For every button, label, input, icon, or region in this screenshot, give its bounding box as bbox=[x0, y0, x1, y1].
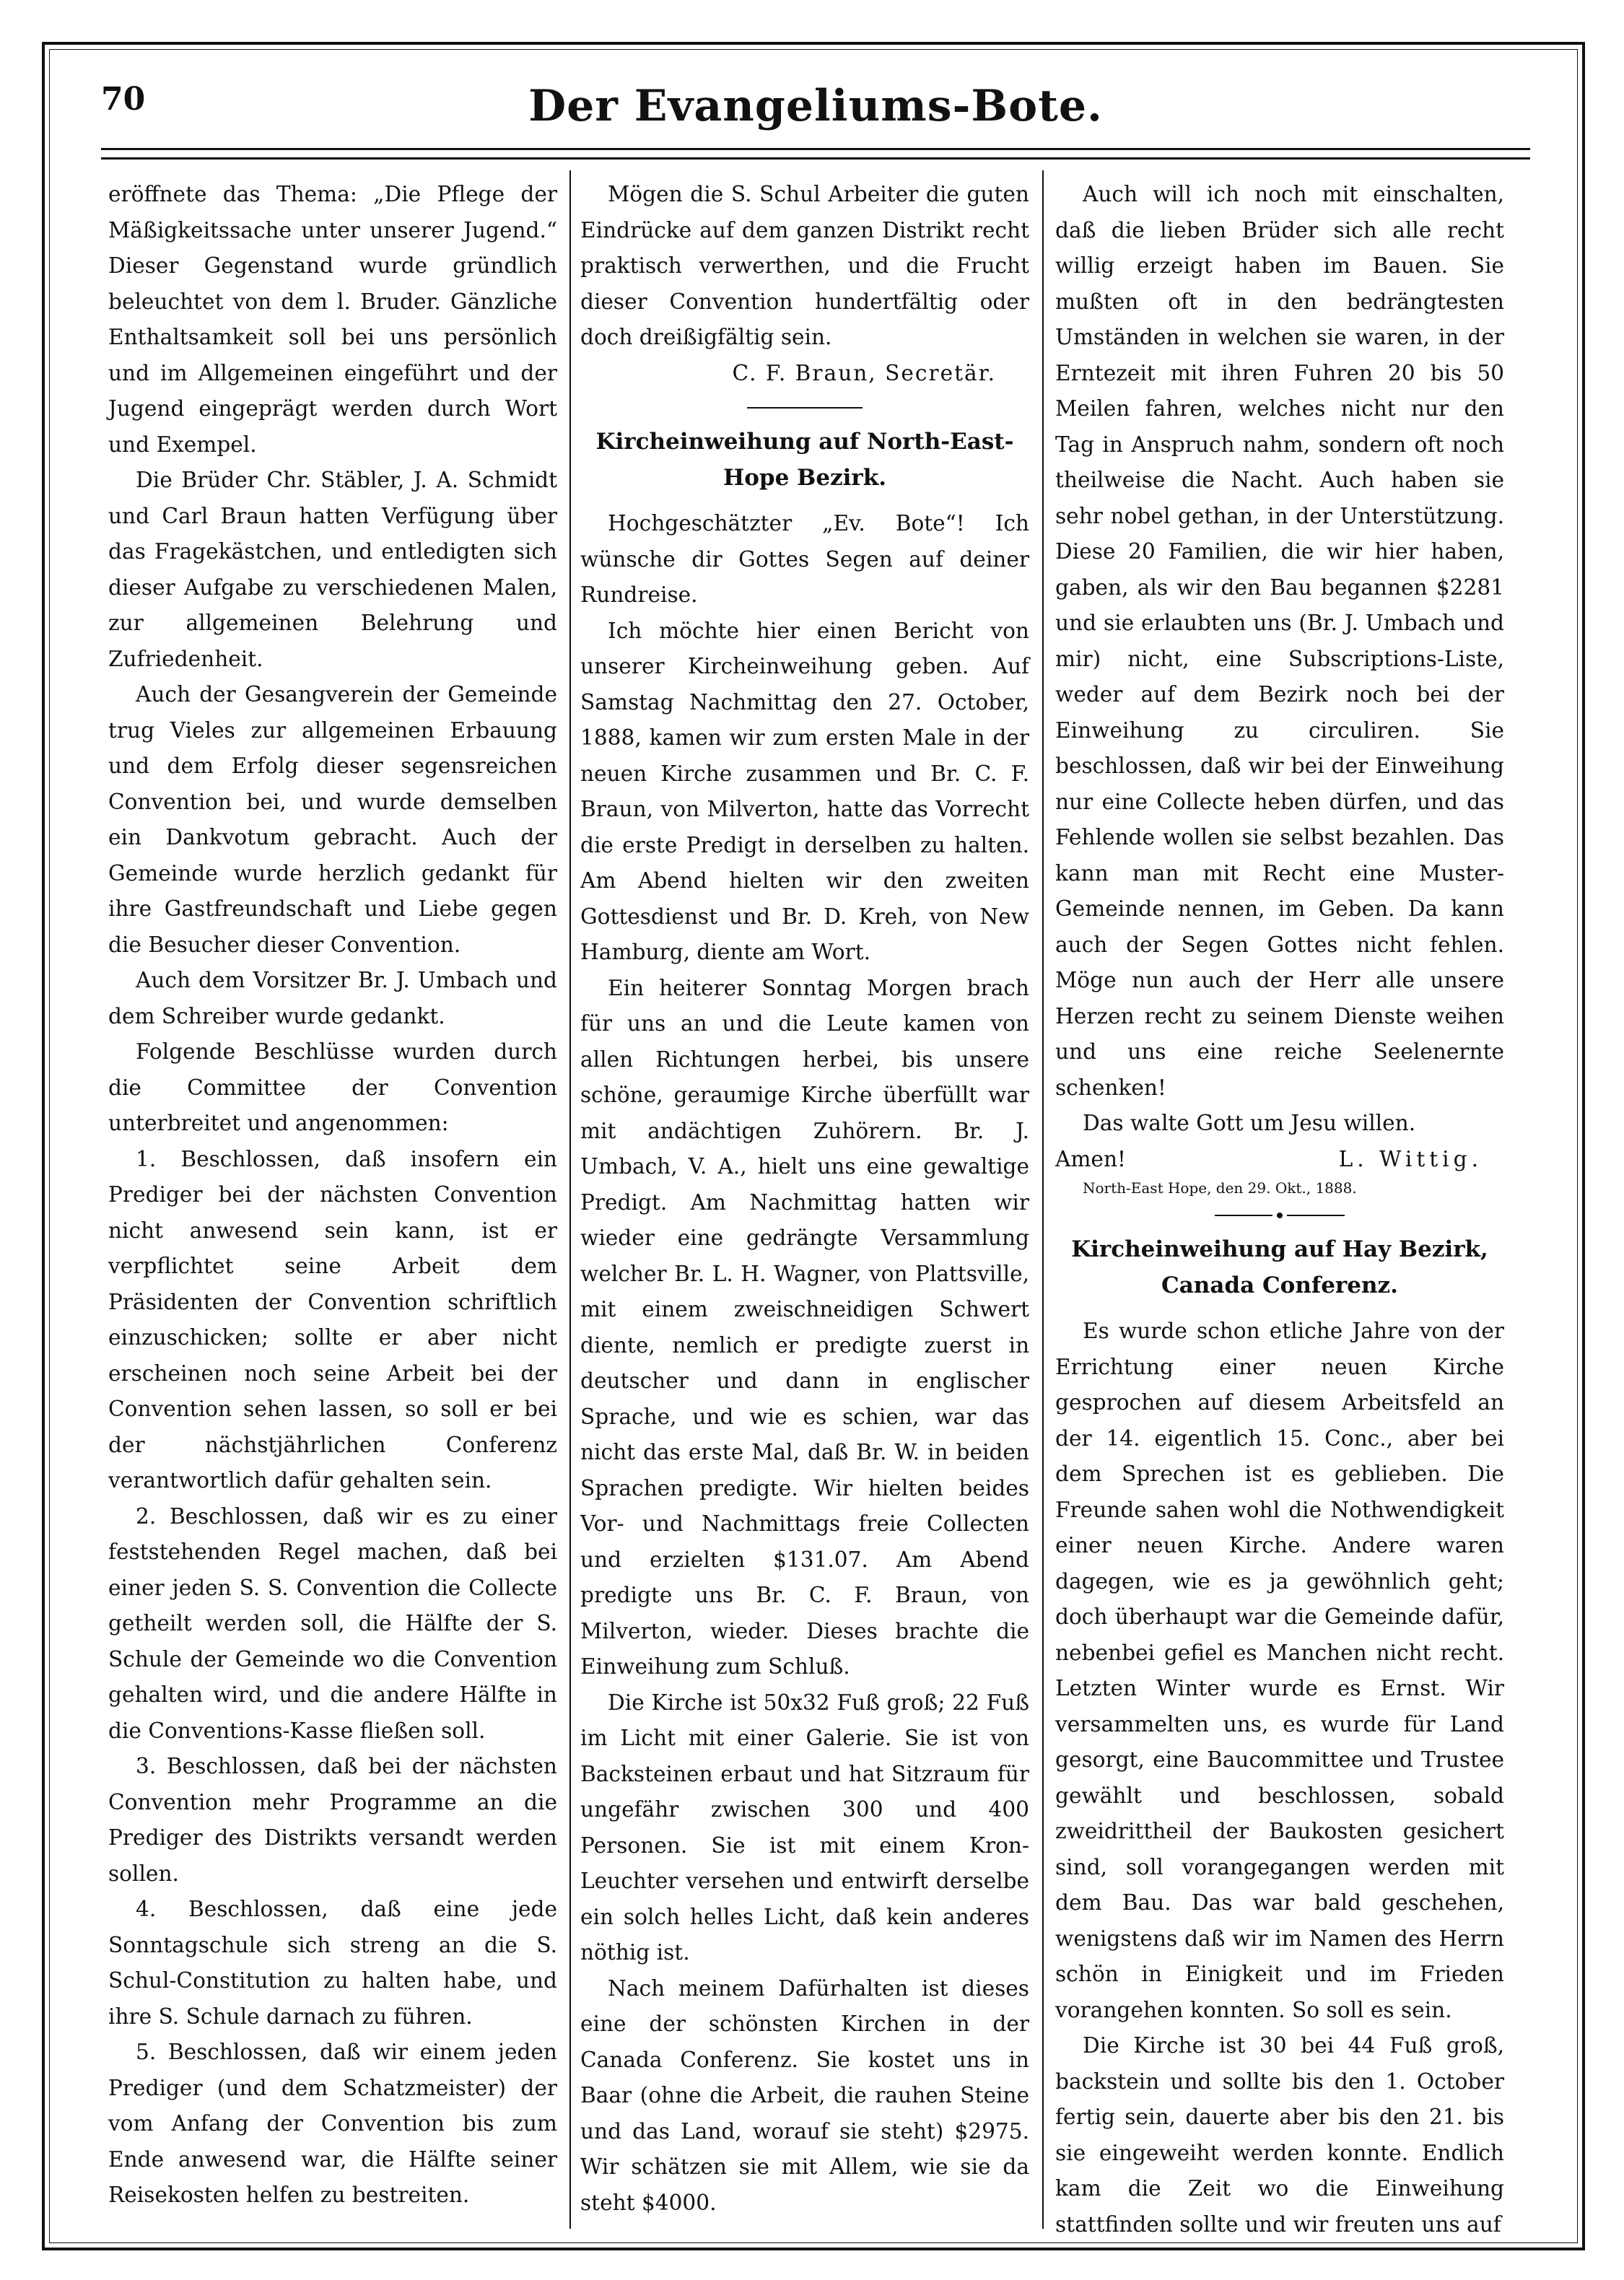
divider-bar bbox=[1215, 1215, 1272, 1216]
column-left bbox=[108, 177, 557, 2214]
paragraph: 1. Beschlossen, daß insofern ein Prediger bei der nächsten Convention nicht anwesend sein kann, ist er verpflichtet seine Arbeit dem Präsidenten der Convention schriftlich einzuschicken; sollte er aber nicht erscheinen noch seine Arbeit bei der Convention sehen lassen, so soll er bei der nächstjährlichen Conferenz verantwortlich dafür gehalten sein. bbox=[108, 1146, 557, 1493]
signature: L. Wittig. bbox=[1338, 1146, 1483, 1171]
paragraph: Das walte Gott um Jesu willen. bbox=[1083, 1111, 1416, 1135]
masthead-title: Der Evangeliums-Bote. bbox=[528, 81, 1103, 131]
amen: Amen! bbox=[1055, 1146, 1126, 1171]
paragraph: 3. Beschlossen, daß bei der nächsten Convention mehr Programme an die Prediger des Distrikts versandt werden sollen. bbox=[108, 1754, 557, 1886]
divider-dot bbox=[1277, 1213, 1283, 1218]
paragraph: Ein heiterer Sonntag Morgen brach für uns an und die Leute kamen von allen Richtungen herbei, bis unsere schöne, geraumige Kirche überfüllt war mit andächtigen Zuhörern. Br. J. Umbach, V. A., hielt uns eine gewaltige Predigt. Am Nachmittag hatten wir wieder eine gedrängte Versammlung welcher Br. L. H. Wagner, von Plattsville, mit einem zweischneidigen Schwert diente, nemlich er predigte zuerst in deutscher und dann in englischer Sprache, und wie es schien, war das nicht das erste Mal, daß Br. W. in beiden Sprachen predigte. Wir hielten beides Vor- und Nachmittags freie Collecten und erzielten $131.07. Am Abend predigte uns Br. C. F. Braun, von Milverton, wieder. Dieses brachte die Einweihung zum Schluß. bbox=[580, 975, 1029, 1679]
divider-bar bbox=[747, 407, 863, 409]
header-rule-bottom bbox=[101, 157, 1530, 160]
paragraph: Nach meinem Dafürhalten ist dieses eine der schönsten Kirchen in der Canada Conferenz. Sie kostet uns in Baar (ohne die Arbeit, die rauhen Steine und das Land, worauf sie steht) $2975. Wir schätzen sie mit Allem, wie sie da steht $4000. bbox=[580, 1975, 1029, 2215]
place-date: North-East Hope, den 29. Okt., 1888. bbox=[1083, 1179, 1357, 1197]
paragraph: eröffnete das Thema: „Die Pflege der Mäßigkeitssache unter unserer Jugend.“ Dieser Gegenstand wurde gründlich beleuchtet von dem l. Bruder. Gänzliche Enthaltsamkeit soll bei uns persönlich und im Allgemeinen eingeführt und der Jugend eingeprägt werden durch Wort und Exempel. bbox=[108, 182, 557, 457]
paragraph: Es wurde schon etliche Jahre von der Errichtung einer neuen Kirche gesprochen auf diesem Arbeitsfeld an der 14. eigentlich 15. Conc., aber bei dem Sprechen ist es geblieben. Die Freunde sahen wohl die Nothwendigkeit einer neuen Kirche. Andere waren dagegen, wie es ja gewöhnlich geht; doch überhaupt war die Gemeinde dafür, nebenbei gefiel es Manchen nicht recht. Letzten Winter wurde es Ernst. Wir versammelten uns, es wurde für Land gesorgt, eine Baucommittee und Trustee gewählt und beschlossen, sobald zweidrittheil der Baukosten gesichert sind, soll vorangegangen werden mit dem Bau. Das war bald geschehen, wenigstens daß wir im Namen des Herrn schön in Einigkeit und im Frieden vorangehen konnten. So soll es sein. bbox=[1055, 1319, 1504, 2022]
column-middle bbox=[580, 177, 1029, 2221]
paragraph: Ich möchte hier einen Bericht von unserer Kircheinweihung geben. Auf Samstag Nachmittag den 27. October, 1888, kamen wir zum ersten Male in der neuen Kirche zusammen und Br. C. F. Braun, von Milverton, hatte das Vorrecht die erste Predigt in derselben zu halten. Am Abend hielten wir den zweiten Gottesdienst und Br. D. Kreh, von New Hamburg, diente am Wort. bbox=[580, 618, 1029, 964]
paragraph: Auch dem Vorsitzer Br. J. Umbach und dem Schreiber wurde gedankt. bbox=[108, 968, 557, 1028]
paragraph: Auch will ich noch mit einschalten, daß die lieben Brüder sich alle recht willig erzeigt haben im Bauen. Sie mußten oft in den bedrängtesten Umständen in welchen sie waren, in der Erntezeit mit ihren Fuhren 20 bis 50 Meilen fahren, welches nicht nur den Tag in Anspruch nahm, sondern oft noch theilweise die Nacht. Auch haben sie sehr nobel gethan, in der Unterstützung. Diese 20 Familien, die wir hier haben, gaben, als wir den Bau begannen $2281 und sie erlaubten uns (Br. J. Umbach und mir) nicht, eine Subscriptions-Liste, weder auf dem Bezirk noch bei der Einweihung zu circuliren. Sie beschlossen, daß wir bei der Einweihung nur eine Collecte heben dürfen, und das Fehlende wollen sie selbst bezahlen. Das kann man mit Recht eine Muster-Gemeinde nennen, im Geben. Da kann auch der Segen Gottes nicht fehlen. Möge nun auch der Herr alle unsere Herzen recht zu seinem Dienste weihen und uns eine reiche Seelenernte schenken! bbox=[1055, 182, 1504, 1100]
paragraph: Die Kirche ist 30 bei 44 Fuß groß, backstein und sollte bis den 1. October fertig sein, dauerte aber bis den 21. bis sie eingeweiht werden konnte. Endlich kam die Zeit wo die Einweihung stattfinden sollte und wir freuten uns auf bbox=[1055, 2033, 1504, 2237]
paragraph: 5. Beschlossen, daß wir einem jeden Prediger (und dem Schatzmeister) der vom Anfang der Convention bis zum Ende anwesend war, die Hälfte seiner Reisekosten helfen zu bestreiten. bbox=[108, 2040, 557, 2207]
page-number: 70 bbox=[101, 81, 146, 118]
section-divider bbox=[580, 391, 1029, 424]
column-divider-2 bbox=[1042, 170, 1044, 2229]
paragraph: Hochgeschätzter „Ev. Bote“! Ich wünsche dir Gottes Segen auf deiner Rundreise. bbox=[580, 511, 1029, 607]
paragraph: Mögen die S. Schul Arbeiter die guten Eindrücke auf dem ganzen Distrikt recht praktisch verwerthen, und die Frucht dieser Convention hundertfältig oder doch dreißigfältig sein. bbox=[580, 182, 1029, 349]
paragraph: 2. Beschlossen, daß wir es zu einer feststehenden Regel machen, daß bei einer jeden S. S. Convention die Collecte getheilt werden soll, die Hälfte der S. Schule der Gemeinde wo die Convention gehalten wird, und die andere Hälfte in die Conventions-Kasse fließen soll. bbox=[108, 1503, 557, 1743]
signature: C. F. Braun, Secretär. bbox=[732, 360, 996, 385]
paragraph: 4. Beschlossen, daß eine jede Sonntagschule sich streng an die S. Schul-Constitution zu halten habe, und ihre S. Schule darnach zu führen. bbox=[108, 1897, 557, 2029]
section-divider bbox=[1055, 1199, 1504, 1232]
column-right bbox=[1055, 177, 1504, 2242]
header-rule-top bbox=[101, 148, 1530, 150]
paragraph: Die Brüder Chr. Stäbler, J. A. Schmidt und Carl Braun hatten Verfügung über das Fragekästchen, und entledigten sich dieser Aufgabe zu verschiedenen Malen, zur allgemeinen Belehrung und Zufriedenheit. bbox=[108, 468, 557, 671]
divider-bar bbox=[1287, 1215, 1345, 1216]
closing-line bbox=[1055, 1142, 1504, 1178]
paragraph: Folgende Beschlüsse wurden durch die Committee der Convention unterbreitet und angenommen: bbox=[108, 1039, 557, 1135]
article-heading: Kircheinweihung auf Hay Bezirk, Canada Conferenz. bbox=[1071, 1236, 1488, 1298]
paragraph: Die Kirche ist 50x32 Fuß groß; 22 Fuß im Licht mit einer Galerie. Sie ist von Backsteinen erbaut und hat Sitzraum für ungefähr zwischen 300 und 400 Personen. Sie ist mit einem Kron-Leuchter versehen und entwirft derselbe ein solch helles Licht, daß kein anderes nöthig ist. bbox=[580, 1690, 1029, 1965]
paragraph: Auch der Gesangverein der Gemeinde trug Vieles zur allgemeinen Erbauung und dem Erfolg dieser segensreichen Convention bei, und wurde demselben ein Dankvotum gebracht. Auch der Gemeinde wurde herzlich gedankt für ihre Gastfreundschaft und Liebe gegen die Besucher dieser Convention. bbox=[108, 682, 557, 957]
column-divider-1 bbox=[569, 170, 571, 2229]
page-header bbox=[101, 81, 1530, 139]
article-heading: Kircheinweihung auf North-East-Hope Bezirk. bbox=[595, 429, 1014, 491]
